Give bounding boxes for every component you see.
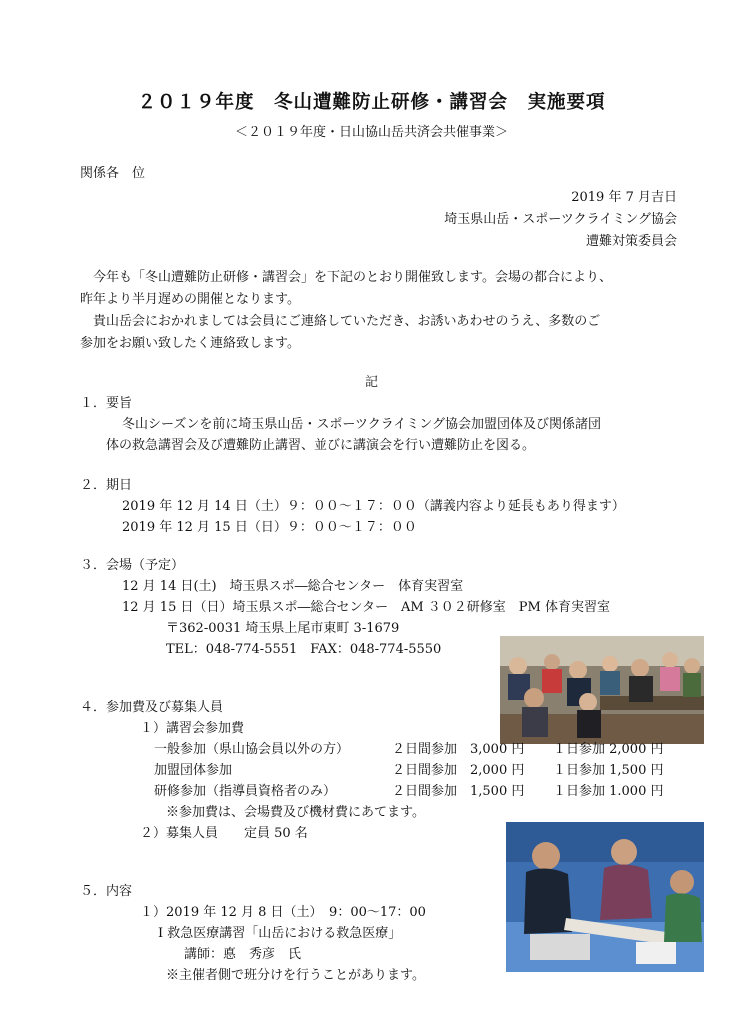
seminar-audience-photo: [500, 636, 704, 744]
intro-line-1: 今年も「冬山遭難防止研修・講習会」を下記のとおり開催致します。会場の都合により、: [80, 270, 612, 285]
fee-note: ※参加費は、会場費及び機材費にあてます。: [166, 805, 425, 820]
section5-heading: ５．内容: [80, 884, 133, 899]
section2-date-2: 2019 年 12 月 15 日（日）９：００～１７：００: [122, 520, 417, 535]
content-lecturer: 講師：悳 秀彦 氏: [184, 947, 302, 962]
intro-line-4: 参加をお願い致したく連絡致します。: [80, 336, 300, 351]
sender-org: 埼玉県山岳・スポーツクライミング協会: [444, 212, 677, 227]
fee-row-2-one-day: １日参加 1,500 円: [553, 763, 664, 778]
section3-venue-1: 12 月 14 日(土) 埼玉県スポ―総合センター 体育実習室: [122, 579, 464, 594]
section3-heading: ３．会場（予定）: [80, 558, 185, 573]
sender-date: 2019 年 7 月吉日: [571, 190, 677, 205]
section2-date-1: 2019 年 12 月 14 日（土）９：００～１７：００（講義内容より延長もあり得ます）: [122, 499, 625, 514]
content-lecture: Ⅰ 救急医療講習「山岳における救急医療」: [158, 926, 402, 941]
section3-phone: TEL：048-774-5551 FAX：048-774-5550: [166, 642, 442, 657]
content-item-1: １）2019 年 12 月 8 日（土） 9：00～17：00: [140, 905, 426, 920]
sender-committee: 遭難対策委員会: [585, 234, 677, 249]
section1-line-2: 体の救急講習会及び遭難防止講習、並びに講演会を行い遭難防止を図る。: [106, 438, 536, 453]
page-subtitle: ＜２０１９年度・日山協山岳共済会共催事業＞: [234, 125, 508, 140]
recruitment-capacity: ２）募集人員 定員 50 名: [140, 826, 308, 841]
section2-heading: ２．期日: [80, 478, 133, 493]
ki-heading: 記: [364, 375, 378, 390]
intro-line-2: 昨年より半月遅めの開催となります。: [80, 292, 300, 307]
fee-row-1-label: 一般参加（県山協会員以外の方）: [154, 742, 350, 757]
fee-row-2-two-day: ２日間参加 2,000 円: [392, 763, 525, 778]
fee-row-2-label: 加盟団体参加: [154, 763, 233, 778]
fee-row-1-one-day: １日参加 2,000 円: [553, 742, 664, 757]
section3-address: 〒362-0031 埼玉県上尾市東町 3-1679: [166, 621, 400, 636]
first-aid-practice-photo: [506, 822, 704, 972]
section3-venue-2: 12 月 15 日（日）埼玉県スポ―総合センター AM ３０２研修室 PM 体育実習室: [122, 600, 610, 615]
page-title: ２０１９年度 冬山遭難防止研修・講習会 実施要項: [137, 92, 606, 113]
section4-fee-subheading: １）講習会参加費: [140, 721, 245, 736]
section4-heading: ４．参加費及び募集人員: [80, 700, 224, 715]
fee-row-3-label: 研修参加（指導員資格者のみ）: [154, 784, 337, 799]
addressee: 関係各 位: [80, 166, 146, 181]
fee-row-3-one-day: １日参加 1.000 円: [553, 784, 664, 799]
fee-row-1-two-day: ２日間参加 3,000 円: [392, 742, 525, 757]
content-note: ※主催者側で班分けを行うことがあります。: [166, 968, 425, 983]
intro-line-3: 貴山岳会におかれましては会員にご連絡していただき、お誘いあわせのうえ、多数のご: [80, 314, 601, 329]
section1-heading: １．要旨: [80, 396, 133, 411]
section1-line-1: 冬山シーズンを前に埼玉県山岳・スポーツクライミング協会加盟団体及び関係諸団: [122, 417, 602, 432]
fee-row-3-two-day: ２日間参加 1,500 円: [392, 784, 525, 799]
